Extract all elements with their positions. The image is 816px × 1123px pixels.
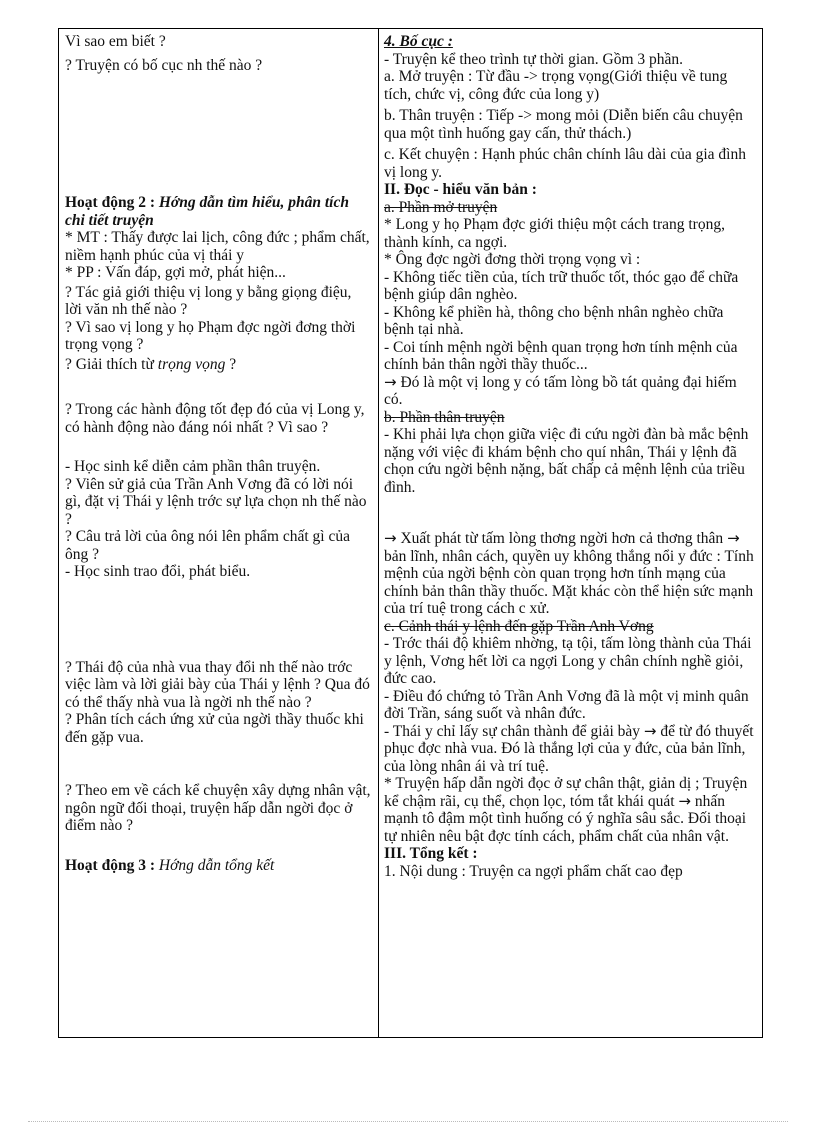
objective: * MT : Thấy được lai lịch, công đức ; phẩm chất, niềm hạnh phúc của vị thái y (65, 229, 370, 264)
question: ? Viên sử giả của Trần Anh Vơng đã có lời nói gì, đặt vị Thái y lệnh trớc sự lựa chọn nh thế nào ? (65, 475, 367, 528)
right-column-content (379, 29, 762, 1037)
spacer (65, 373, 372, 401)
spacer (65, 835, 372, 857)
text-line (384, 374, 756, 409)
subheading-body: b. Phần thân truyện (384, 408, 505, 426)
lesson-table (58, 28, 763, 1038)
question-prefix: ? Giải thích từ (65, 355, 158, 373)
question: ? Câu trả lời của ông nói lên phẩm chất gì của ông ? (65, 528, 350, 563)
page-footer-divider (28, 1121, 788, 1122)
spacer (65, 581, 372, 659)
text-line (384, 723, 756, 776)
question-term: trọng vọng (157, 355, 226, 373)
question: ? Vì sao vị long y họ Phạm đợc ngời đơng thời trọng vọng ? (65, 318, 356, 353)
text-line (384, 775, 756, 845)
question: ? Trong các hành động tốt đẹp đó của vị Long y, có hành động nào đáng nói nhất ? Vì sao ? (65, 401, 365, 436)
question: ? Phân tích cách ứng xử của ngời thầy thuốc khi đến gặp vua. (65, 711, 364, 746)
question: ? Tác giả giới thiệu vị long y bằng giọng điệu, lời văn nh thế nào ? (65, 283, 352, 318)
conclusion-text: Đó là một vị long y có tấm lòng bồ tát quảng đại hiếm có. (384, 373, 737, 408)
text-line: a. Mở truyện : Từ đầu -> trọng vọng(Giới thiệu về tung tích, chức vị, công đức của long y) (384, 68, 728, 103)
text-part: Xuất phát từ tấm lòng thơng ngời hơn cả thơng thân (400, 530, 724, 547)
text-line: - Trớc thái độ khiêm nhờng, tạ tội, tấm lòng thành của Thái y lệnh, Vơng hết lời ca ngợi Long y chân chính nghề giỏi, đức cao. (384, 635, 752, 687)
activity-2-heading (65, 194, 372, 229)
text-line: * Long y họ Phạm đợc giới thiệu một cách trang trọng, thành kính, ca ngợi. (384, 216, 725, 251)
spacer (65, 74, 372, 194)
question: ? Truyện có bố cục nh thế nào ? (65, 56, 263, 74)
text-line (384, 530, 756, 618)
question (65, 356, 372, 374)
activity-3-heading (65, 857, 372, 875)
text-line: 1. Nội dung : Truyện ca ngợi phẩm chất cao đẹp (384, 862, 683, 880)
text-line: - Không tiếc tiền của, tích trữ thuốc tốt, thóc gạo để chữa bệnh giúp dân nghèo. (384, 268, 739, 303)
activity-3-title: Hớng dẫn tổng kết (158, 856, 275, 874)
left-column-activities (59, 29, 379, 1037)
text-line: - Coi tính mệnh ngời bệnh quan trọng hơn tính mệnh của chính bản thân ngời thầy thuốc... (384, 338, 738, 373)
text-part: - Thái y chỉ lấy sự chân thành để giải bày (384, 722, 641, 740)
question: ? Theo em về cách kể chuyện xây dựng nhân vật, ngôn ngữ đối thoại, truyện hấp dẫn ngời đọc ở điểm nào ? (65, 782, 371, 834)
arrow-right-icon: → (643, 721, 657, 740)
section-heading-summary: III. Tổng kết : (384, 845, 478, 862)
question-suffix: ? (225, 355, 237, 373)
text-line: - Điều đó chứng tỏ Trần Anh Vơng đã là một vị minh quân đời Trần, sáng suốt và nhân đức. (384, 687, 749, 722)
activity-2-title: Hớng dẫn tìm hiểu, phân tích chi tiết truyện (65, 194, 349, 229)
instruction: - Học sinh trao đổi, phát biểu. (65, 563, 251, 580)
text-line: - Truyện kể theo trình tự thời gian. Gồm 3 phần. (384, 50, 684, 68)
arrow-right-icon: → (384, 529, 397, 547)
subheading-opening: a. Phần mở truyện (384, 198, 498, 216)
section-heading-structure: 4. Bố cục : (384, 33, 453, 50)
text-line: b. Thân truyện : Tiếp -> mong mỏi (Diễn biến câu chuyện qua một tình huống gay cấn, thử thách.) (384, 107, 743, 142)
question: ? Thái độ của nhà vua thay đổi nh thế nào trớc việc làm và lời giải bày của Thái y lệnh ? Qua đó có thể thấy nhà vua là ngời nh thế nào ? (65, 658, 370, 711)
subheading-meeting: c. Cảnh thái y lệnh đến gặp Trần Anh Vơng (384, 617, 654, 635)
arrow-right-icon: → (678, 791, 691, 810)
text-part: * Truyện hấp dẫn ngời đọc ở sự chân thật, giản dị ; Truyện kể chậm rãi, cụ thể, chọn lọc, tóm tắt khái quát (384, 775, 748, 810)
spacer (65, 746, 372, 782)
text-part: bản lĩnh, nhân cách, quyền uy không thắng nổi y đức : Tính mệnh của ngời bệnh còn quan trọng hơn tính mạng của chính bản thân thầy thuốc. Mặt khác còn thể hiện sức mạnh của trí tuệ trong cách c xử. (384, 547, 754, 617)
section-heading-reading: II. Đọc - hiểu văn bản : (384, 181, 537, 198)
text-line: - Không kể phiền hà, thông cho bệnh nhân nghèo chữa bệnh tại nhà. (384, 303, 724, 338)
text-line: - Khi phải lựa chọn giữa việc đi cứu ngời đàn bà mắc bệnh nặng với việc đi khám bệnh cho quí nhân, Thái y lệnh đã chọn cứu ngời bệnh nặng, bất chấp cả mệnh lệnh của triều đình. (384, 426, 749, 496)
activity-3-label: Hoạt động 3 : (65, 856, 159, 874)
text-part: nhấn mạnh tô đậm một tình huống có ý nghĩa sâu sắc. Đối thoại tự nhiên nêu bật đợc tính cách, phẩm chất của nhân vật. (384, 792, 747, 845)
arrow-right-icon: → (727, 529, 740, 547)
text-line: * Ông đợc ngời đơng thời trọng vọng vì : (384, 251, 641, 268)
method: * PP : Vấn đáp, gợi mở, phát hiện... (65, 264, 286, 281)
arrow-right-icon: → (384, 372, 397, 391)
activity-2-label: Hoạt động 2 : (65, 194, 159, 211)
text-part: để từ đó thuyết phục đợc nhà vua. Đó là thắng lợi của y đức, của bản lĩnh, của lòng nhân ái và trí tuệ. (384, 722, 754, 775)
spacer (384, 496, 756, 530)
text-line: c. Kết chuyện : Hạnh phúc chân chính lâu dài của gia đình vị long y. (384, 146, 746, 181)
spacer (65, 436, 372, 458)
text-line: Vì sao em biết ? (65, 33, 166, 50)
instruction: - Học sinh kể diễn cảm phần thân truyện. (65, 458, 321, 475)
